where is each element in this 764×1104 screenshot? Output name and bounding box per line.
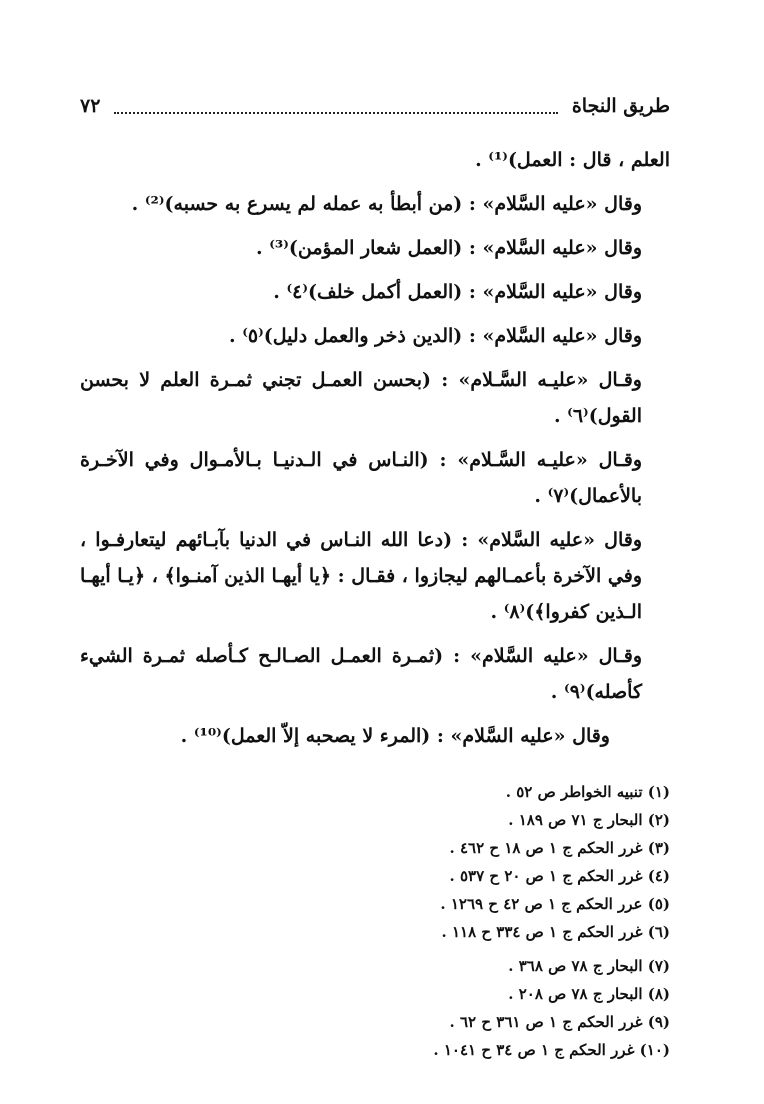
footnote-8: (٨) البحار ج ٧٨ ص ٢٠٨ . — [508, 985, 670, 1003]
footnote-9: (٩) غرر الحكم ج ١ ص ٣٦١ ح ٦٢ . — [449, 1013, 670, 1031]
paragraph-9: وقـال «عليه السَّلام» : (ثمـرة العمـل الصـالـح كـأصله ثمـرة الشيء كأصله)⁽٩⁾ . — [80, 645, 642, 703]
book-page — [80, 92, 670, 1059]
paragraph-2: وقال «عليه السَّلام» : (من أبطأ به عمله لم يسرع به حسبه)⁽²⁾ . — [131, 193, 642, 215]
footnote-3: (٣) غرر الحكم ج ١ ص ١٨ ح ٤٦٢ . — [449, 839, 670, 857]
paragraph-10: وقال «عليه السَّلام» : (المرء لا يصحبه إلاّ العمل)⁽¹⁰⁾ . — [180, 725, 610, 747]
paragraph-4: وقال «عليه السَّلام» : (العمل أكمل خلف)⁽٤⁾ . — [273, 281, 642, 303]
footnotes — [80, 778, 670, 1064]
footnote-2: (٢) البحار ج ٧١ ص ١٨٩ . — [508, 811, 670, 829]
page-number: ٧٢ — [80, 95, 101, 117]
footnote-4: (٤) غرر الحكم ج ١ ص ٢٠ ح ٥٣٧ . — [449, 867, 670, 885]
footnote-7: (٧) البحار ج ٧٨ ص ٣٦٨ . — [508, 957, 670, 975]
paragraph-7: وقـال «عليـه السَّـلام» : (النـاس في الـدنيـا بـالأمـوال وفي الآخـرة بالأعمال)⁽٧⁾ . — [80, 449, 642, 507]
paragraph-3: وقال «عليه السَّلام» : (العمل شعار المؤمن)⁽³⁾ . — [256, 237, 642, 259]
footnote-6: (٦) غرر الحكم ج ١ ص ٣٣٤ ح ١١٨ . — [441, 923, 670, 941]
paragraph-5: وقال «عليه السَّلام» : (الدين ذخر والعمل دليل)⁽٥⁾ . — [229, 325, 642, 347]
paragraph-6: وقـال «عليـه السَّـلام» : (بحسن العمـل تجني ثمـرة العلم لا بحسن القول)⁽٦⁾ . — [80, 369, 642, 427]
paragraph-8: وقال «عليه السَّلام» : (دعا الله النـاس في الدنيا بآبـائهم ليتعارفـوا ، وفي الآخرة بأعمـالهم ليجازوا ، فقـال : ﴿يا أيهـا الذين آمنـوا﴾ ، ﴿يـا أيهـا الـذين كفروا﴾)⁽٨⁾ . — [80, 529, 642, 623]
paragraph-1: العلم ، قال : العمل)⁽¹⁾ . — [475, 149, 670, 171]
main-text — [80, 142, 670, 754]
footnote-5: (٥) عرر الحكم ج ١ ص ٤٢ ح ١٢٦٩ . — [440, 895, 670, 913]
running-title: طريق النجاة — [571, 95, 670, 117]
running-header — [80, 92, 670, 120]
footnote-10: (١٠) غرر الحكم ج ١ ص ٣٤ ح ١٠٤١ . — [433, 1041, 670, 1059]
footnote-1: (١) تنبيه الخواطر ص ٥٢ . — [505, 783, 670, 801]
leader-dots — [114, 98, 557, 114]
